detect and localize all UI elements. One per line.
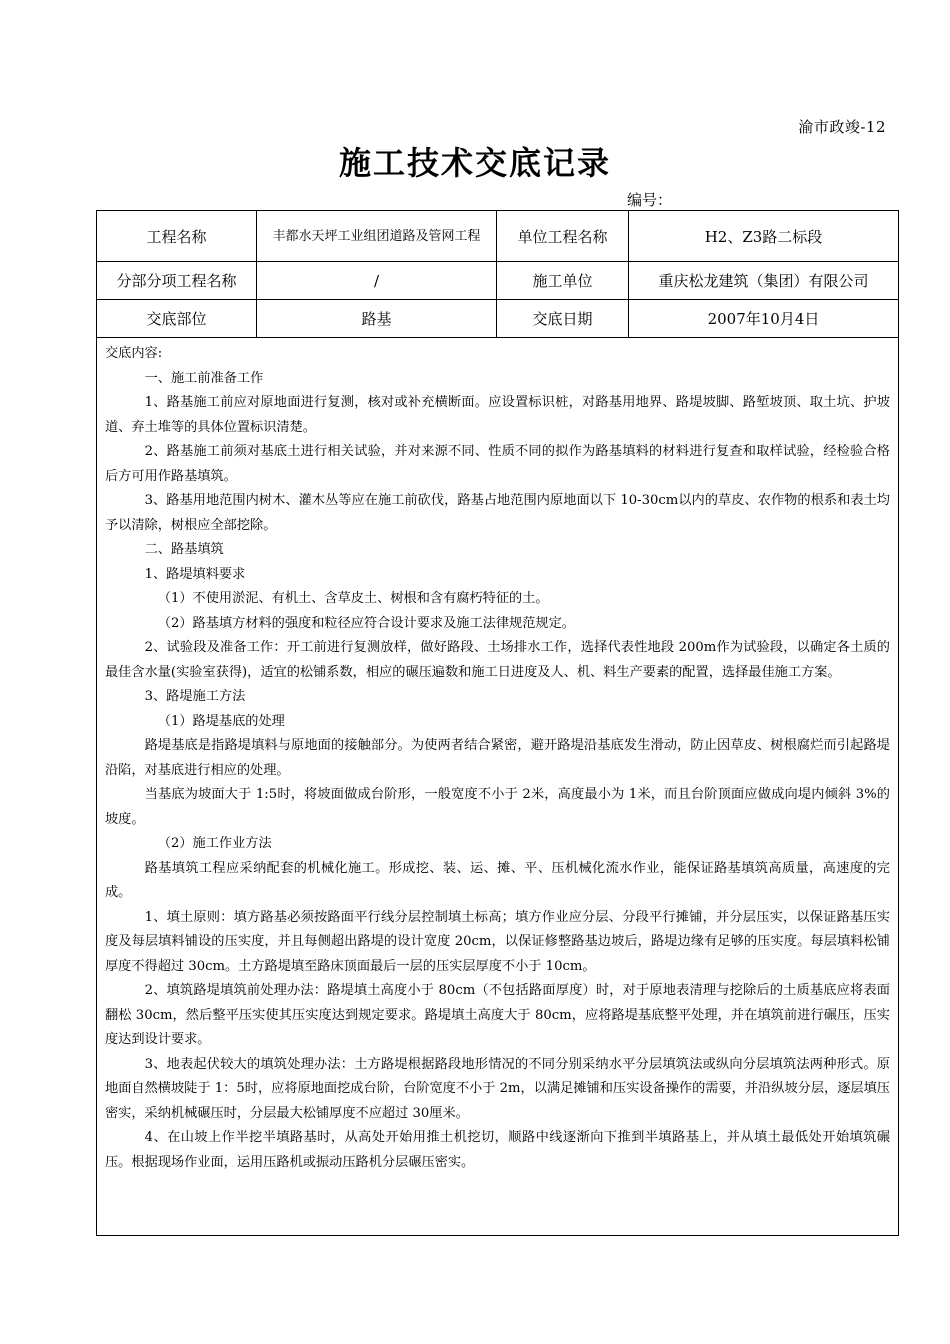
unit-project-label: 单位工程名称 xyxy=(497,211,629,262)
table-row xyxy=(97,262,899,300)
content-paragraph: 1、填土原则：填方路基必须按路面平行线分层控制填土标高；填方作业应分层、分段平行摊铺，并分层压实，以保证路基压实度及每层填料铺设的压实度，并且每侧超出路堤的设计宽度 20cm，以保证修整路基边坡后，路堤边缘有足够的压实度。每层填料松铺厚度不得超过 30cm。土方路堤填至路床顶面最后一层的压实层厚度不小于 10cm。 xyxy=(105,909,890,974)
content-paragraph: 一、施工前准备工作 xyxy=(144,370,264,386)
construction-unit-value: 重庆松龙建筑（集团）有限公司 xyxy=(629,262,899,300)
construction-unit-label: 施工单位 xyxy=(497,262,629,300)
content-paragraph: 2、路基施工前须对基底土进行相关试验，并对来源不同、性质不同的拟作为路基填料的材料进行复查和取样试验，经检验合格后方可用作路基填筑。 xyxy=(105,444,890,484)
content-paragraph: （2）施工作业方法 xyxy=(157,836,272,851)
disclosure-location-value: 路基 xyxy=(257,300,497,338)
content-paragraph: 路堤基底是指路堤填料与原地面的接触部分。为使两者结合紧密，避开路堤沿基底发生滑动，防止因草皮、树根腐烂而引起路堤沿陷，对基底进行相应的处理。 xyxy=(105,738,890,778)
disclosure-content xyxy=(97,338,899,1236)
document-title: 施工技术交底记录 xyxy=(338,144,611,182)
disclosure-date-value: 2007年10月4日 xyxy=(629,300,899,338)
content-paragraph: （2）路基填方材料的强度和粒径应符合设计要求及施工法律规范规定。 xyxy=(157,615,575,631)
content-paragraph: 2、填筑路堤填筑前处理办法：路堤填土高度小于 80cm（不包括路面厚度）时，对于原地表清理与挖除后的土质基底应将表面翻松 30cm，然后整平压实使其压实度达到规定要求。路堤填土高度大于 80cm，应将路堤基底整平处理，并在填筑前进行碾压，压实度达到设计要求。 xyxy=(105,983,890,1047)
disclosure-location-label: 交底部位 xyxy=(97,300,257,338)
sub-project-label: 分部分项工程名称 xyxy=(97,262,257,300)
table-row xyxy=(97,338,899,1236)
content-paragraph: 2、试验段及准备工作：开工前进行复测放样，做好路段、土场排水工作，选择代表性地段 200m作为试验段，以确定各土质的最佳含水量(实验室获得)，适宜的松铺系数，相应的碾压遍数和施工日进度及人、机、料生产要素的配置，选择最佳施工方案。 xyxy=(105,640,890,680)
content-paragraph: 当基底为坡面大于 1:5时，将坡面做成台阶形，一般宽度不小于 2米，高度最小为 1米，而且台阶顶面应做成向堤内倾斜 3%的坡度。 xyxy=(105,787,890,827)
content-paragraph: 3、路堤施工方法 xyxy=(144,689,246,704)
project-name-value: 丰都水天坪工业组团道路及管网工程 xyxy=(257,211,497,262)
content-paragraph: 4、在山坡上作半挖半填路基时，从高处开始用推土机挖切，顺路中线逐渐向下推到半填路基上，并从填土最低处开始填筑碾压。根据现场作业面，运用压路机或振动压路机分层碾压密实。 xyxy=(105,1130,890,1170)
content-paragraph: 3、地表起伏较大的填筑处理办法：土方路堤根据路段地形情况的不同分别采纳水平分层填筑法或纵向分层填筑法两种形式。原地面自然横坡陡于 1：5时，应将原地面挖成台阶，台阶宽度不小于 2m，以满足摊铺和压实设备操作的需要，并沿纵坡分层，逐层填压密实，采纳机械碾压时，分层最大松铺厚度不应超过 30厘米。 xyxy=(105,1056,890,1121)
content-paragraph: 1、路基施工前应对原地面进行复测，核对或补充横断面。应设置标识桩，对路基用地界、路堤坡脚、路堑坡顶、取土坑、护坡道、弃土堆等的具体位置标识清楚。 xyxy=(105,395,890,435)
content-paragraph: 二、路基填筑 xyxy=(144,542,224,557)
table-row xyxy=(97,211,899,262)
disclosure-date-label: 交底日期 xyxy=(497,300,629,338)
content-paragraph: 1、路堤填料要求 xyxy=(144,566,246,582)
disclosure-record-table xyxy=(96,210,899,1236)
content-label: 交底内容: xyxy=(105,346,163,361)
table-row xyxy=(97,300,899,338)
serial-number-label: 编号： xyxy=(627,191,673,209)
sub-project-value: / xyxy=(257,262,497,300)
content-paragraph: （1）路堤基底的处理 xyxy=(157,713,285,729)
content-paragraph: 路基填筑工程应采纳配套的机械化施工。形成挖、装、运、摊、平、压机械化流水作业，能保证路基填筑高质量，高速度的完成。 xyxy=(105,860,890,900)
content-paragraph: （1）不使用淤泥、有机土、含草皮土、树根和含有腐朽特征的土。 xyxy=(157,591,549,606)
content-paragraph: 3、路基用地范围内树木、灌木丛等应在施工前砍伐，路基占地范围内原地面以下 10-30cm以内的草皮、农作物的根系和表土均予以清除，树根应全部挖除。 xyxy=(105,493,890,533)
unit-project-value: H2、Z3路二标段 xyxy=(629,211,899,262)
form-code: 渝市政竣-12 xyxy=(798,118,886,136)
project-name-label: 工程名称 xyxy=(97,211,257,262)
